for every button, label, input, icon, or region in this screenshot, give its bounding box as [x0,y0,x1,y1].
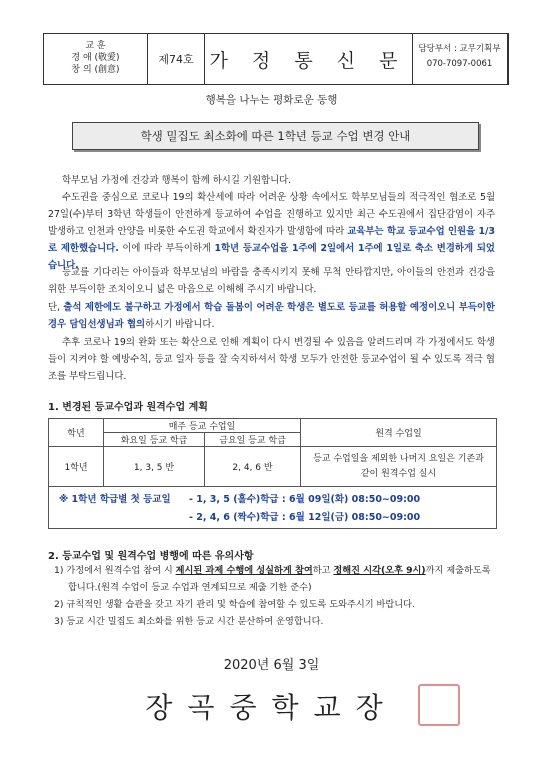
odd-class-date: - 1, 3, 5 (홀수)학급 : 6월 09일(화) 08:50~09:00 [189,494,421,505]
issue-date: 2020년 6월 3일 [223,658,320,673]
text-span: 이에 따라 부득이하게 [118,243,215,254]
emphasis-text: 정해진 시각(오후 9시) [333,565,426,576]
weekly-header: 매주 등교 수업일 [104,419,301,433]
school-motto [44,34,148,84]
emphasis-text: 출석 제한에도 불구하고 가정에서 학습 돌봄이 어려운 학생은 별도로 등교를 허용할 예정이오니 부득이한 경우 담임선생님과 협의 [48,302,495,330]
newsletter-title: 가 정 통 신 문 [204,34,413,84]
text-span: 하시기 바랍니다. [145,319,215,330]
grade-cell: 1학년 [49,447,104,487]
emphasis-text: 제시된 과제 수행에 성실하게 참여 [175,565,313,576]
body-paragraph [48,299,495,333]
tuesday-header: 화요일 등교 학급 [104,433,205,447]
newsletter-header [43,33,509,85]
issue-number: 제74호 [148,34,205,84]
emphasis-text: 1학년 등교수업을 1주에 2일에서 1주에 1일로 축소 변경하게 되었습니다. [48,243,495,271]
text-span: 하고 [312,565,334,576]
list-item: 2) 규칙적인 생활 습관을 갖고 자기 관리 및 학습에 참여할 수 있도록 도와주시기 바랍니다. [54,599,415,610]
list-item: 3) 등교 시간 밀집도 최소화를 위한 등교 시간 분산하여 운영합니다. [54,616,324,627]
remote-cell: 등교 수업일을 제외한 나머지 요일은 기존과 같이 원격수업 실시 [301,447,497,487]
body-paragraph: 등교를 기다리는 아이들과 학부모님의 바람을 충족시키지 못해 무척 안타깝지만, 아이들의 안전과 건강을 위한 부득이한 조치이오니 넓은 마음으로 이해해 주시기 바랍니다. [48,267,495,295]
friday-header: 금요일 등교 학급 [205,433,301,447]
grade-header: 학년 [49,419,104,447]
body-paragraph: 추후 코로나 19의 완화 또는 확산으로 인해 계획이 다시 변경될 수 있음을 알려드리며 각 가정에서도 학생들이 지켜야 할 예방수칙, 등교 일자 등을 잘 숙지하셔서 학생 모두가 안전한 등교수업이 될 수 있도록 적극 협조를 부탁드립니다. [48,337,495,382]
contact-info [412,34,508,84]
list-item [54,562,494,596]
notice-title: 학생 밀집도 최소화에 따른 1학년 등교 수업 변경 안내 [72,122,479,150]
text-span: 1) 가정에서 원격수업 참여 시 [54,565,176,576]
section-heading: 2. 등교수업 및 원격수업 병행에 따른 유의사항 [48,551,254,562]
even-class-date: - 2, 4, 6 (짝수)학급 : 6월 12일(금) 08:50~09:00 [189,512,421,523]
text-span: 수도권을 중심으로 코로나 19의 확산세에 따라 어려운 상황 속에서도 학부모님들의 적극적인 협조로 5월 27일(수)부터 3학년 학생들이 안전하게 등교하여 수업을 진행하고 있지만 최근 수도권에서 집단감염이 자주 발생하고 인천과 안양을 비롯한 수도권 학교에서 확진자가 발생함에 따라 [48,192,495,237]
greeting-paragraph: 학부모님 가정에 건강과 행복이 함께 하시길 기원합니다. [62,175,292,186]
remote-header: 원격 수업일 [301,419,497,447]
slogan: 행복을 나누는 평화로운 동행 [205,94,338,106]
schedule-table [48,418,497,487]
note-label: ※ 1학년 학급별 첫 등교일 [59,494,171,505]
section-heading: 1. 변경된 등교수업과 원격수업 계획 [48,402,208,413]
motto-line: 교 훈 [85,41,106,51]
school-signature: 장곡중학교장 [145,691,398,724]
school-seal-stamp [418,684,460,726]
text-span: 단, [48,302,64,313]
motto-line: 경 애 (敬愛) [71,53,120,63]
phone-number: 070-7097-0061 [426,59,493,69]
first-day-note [48,483,497,529]
body-paragraph [48,189,495,274]
department: 담당부서 : 교무기획부 [418,44,501,54]
motto-line: 창 의 (創意) [71,65,120,75]
text-span: 까지 제출하도록 합니다.(원격 수업이 등교 수업과 연계되므로 제출 기한 준수) [68,565,491,593]
friday-classes-cell: 2, 4, 6 반 [205,447,301,487]
emphasis-text: 교육부는 학교 등교수업 인원을 1/3로 제한했습니다. [48,226,495,254]
tuesday-classes-cell: 1, 3, 5 반 [104,447,205,487]
